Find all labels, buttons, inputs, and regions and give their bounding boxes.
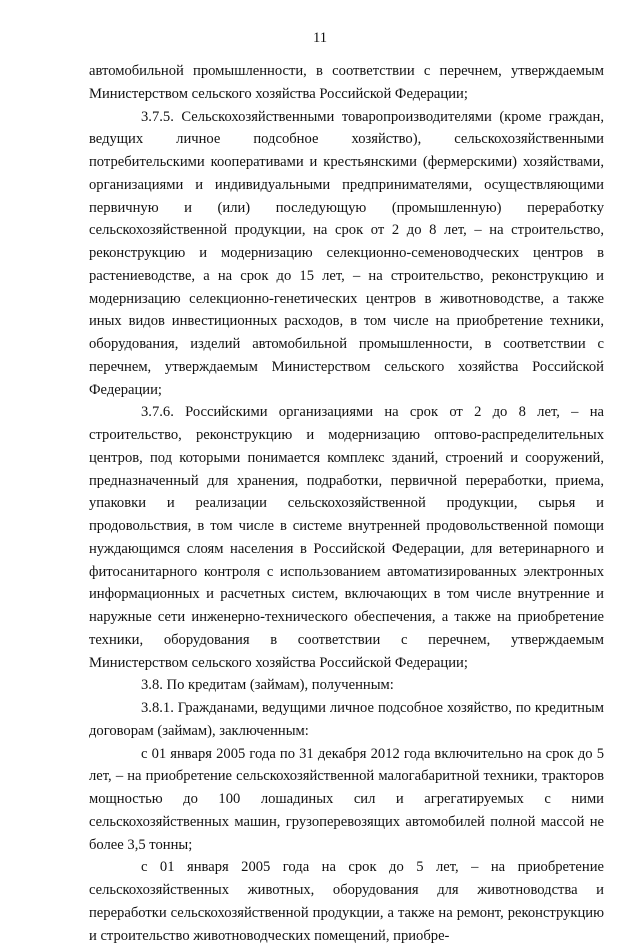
paragraph-3-7-5: 3.7.5. Сельскохозяйственными товаропроизводителями (кроме граждан, ведущих личное подсобное хозяйство), сельскохозяйственными потребительскими кооперативами и крестьянскими (фермерскими) хозяйствами, организациями и индивидуальными предпринимателями, осуществляющими первичную и (или) последующую (промышленную) переработку сельскохозяйственной продукции, на срок от 2 до 8 лет, – на строительство, реконструкцию и модернизацию селекционно-семеноводческих центров в растениеводстве, а на срок до 15 лет, – на строительство, реконструкцию и модернизацию селекционно-генетических центров в животноводстве, а также иных видов инвестиционных расходов, в том числе на приобретение техники, оборудования, изделий автомобильной промышленности, в соответствии с перечнем, утверждаемым Министерством сельского хозяйства Российской Федерации; xyxy=(89,108,604,398)
paragraph-3-8-1: 3.8.1. Гражданами, ведущими личное подсобное хозяйство, по кредитным договорам (займам), заключенным: xyxy=(89,700,604,739)
paragraph-3-7-6: 3.7.6. Российскими организациями на срок от 2 до 8 лет, – на строительство, реконструкцию и модернизацию оптово-распределительных центров, под которыми понимается комплекс зданий, строений и сооружений, предназначенный для хранения, подработки, первичной переработки, приема, упаковки и реализации сельскохозяйственной продукции, сырья и продовольствия, в том числе в системе внутренней продовольственной помощи нуждающимся слоям населения в Российской Федерации, для ветеринарного и фитосанитарного контроля с использованием автоматизированных электронных информационных и расчетных систем, включающих в том числе внутренние и наружные сети инженерно-технического обеспечения, а также на приобретение техники, оборудования в соответствии с перечнем, утверждаемым Министерством сельского хозяйства Российской Федерации; xyxy=(89,404,604,671)
paragraph-3-8-1-b: с 01 января 2005 года на срок до 5 лет, – на приобретение сельскохозяйственных животных, оборудования для животноводства и переработки сельскохозяйственной продукции, а также на ремонт, реконструкцию и строительство животноводческих помещений, приобре- xyxy=(89,859,604,944)
paragraph-continuation: автомобильной промышленности, в соответствии с перечнем, утверждаемым Министерством сельского хозяйства Российской Федерации; xyxy=(89,63,604,102)
paragraph-3-8-1-a: с 01 января 2005 года по 31 декабря 2012 года включительно на срок до 5 лет, – на приобретение сельскохозяйственной малогабаритной техники, тракторов мощностью до 100 лошадиных сил и агрегатируемых с ними сельскохозяйственных машин, грузоперевозящих автомобилей полной массой не более 3,5 тонны; xyxy=(89,745,604,853)
page-number: 11 xyxy=(312,30,328,46)
document-body xyxy=(89,60,604,947)
paragraph-3-8: 3.8. По кредитам (займам), полученным: xyxy=(141,677,394,694)
